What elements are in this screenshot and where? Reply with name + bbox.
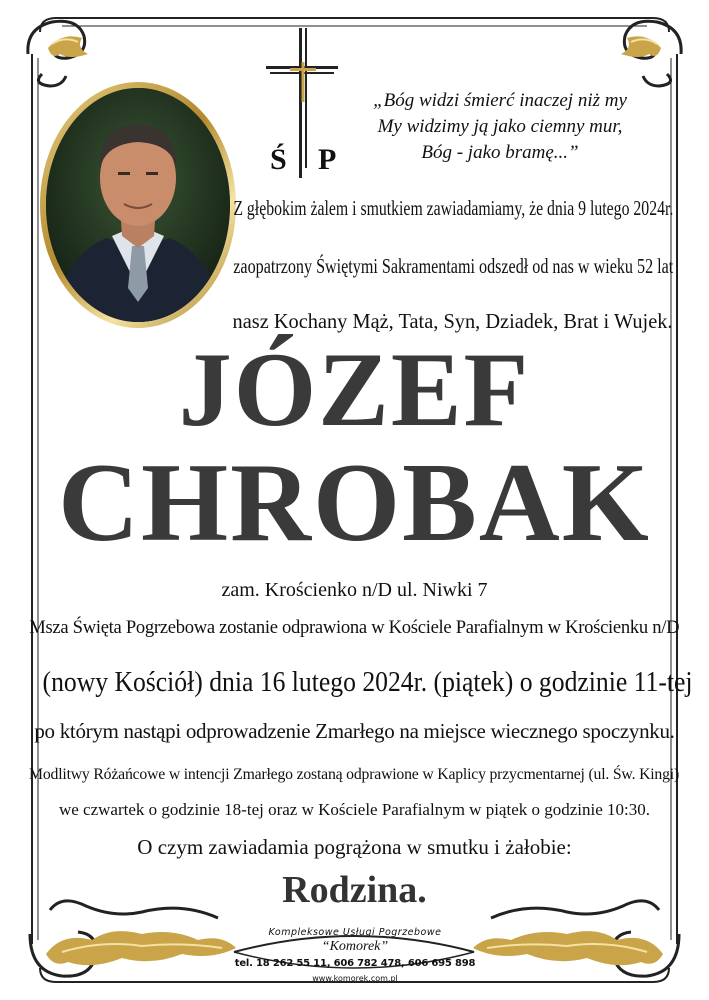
- announcement-line-3: nasz Kochany Mąż, Tata, Syn, Dziadek, Brat i Wujek.: [233, 309, 673, 333]
- address: zam. Krościenko n/D ul. Niwki 7: [221, 579, 488, 601]
- initial-s: Ś: [270, 143, 287, 176]
- funeral-line-6: O czym zawiadamia pogrążona w smutku i żałobie:: [137, 835, 572, 859]
- quote-line: Bóg - jako bramę...”: [421, 142, 579, 163]
- quote-line: My widzimy ją jako ciemny mur,: [377, 116, 623, 137]
- funeral-home-phones: tel. 18 262 55 11, 606 782 478, 606 695 898: [234, 958, 476, 969]
- funeral-line-1: Msza Święta Pogrzebowa zostanie odprawiona w Kościele Parafialnym w Krościenku n/D: [29, 617, 680, 638]
- funeral-home-website: www.komorek.com.pl: [312, 974, 398, 983]
- funeral-home-tagline: Kompleksowe Usługi Pogrzebowe: [268, 927, 442, 938]
- quote-line: „Bóg widzi śmierć inaczej niż my: [373, 90, 627, 111]
- funeral-line-5: we czwartek o godzinie 18-tej oraz w Kościele Parafialnym w piątek o godzinie 10:30.: [58, 800, 650, 819]
- funeral-line-4: Modlitwy Różańcowe w intencji Zmarłego zostaną odprawione w Kaplicy przycmentarnej (ul. Św. Kingi): [29, 766, 680, 783]
- initial-p: P: [318, 143, 337, 176]
- quote: [355, 88, 645, 166]
- funeral-line-3: po którym nastąpi odprowadzenie Zmarłego na miejsce wiecznego spoczynku.: [34, 719, 675, 743]
- portrait-frame: [40, 82, 236, 328]
- first-name: JÓZEF: [178, 331, 531, 448]
- announcement-line-1: Z głębokim żalem i smutkiem zawiadamiamy, że dnia 9 lutego 2024r.: [233, 196, 673, 220]
- funeral-line-2: (nowy Kościół) dnia 16 lutego 2024r. (piątek) o godzinie 11-tej: [42, 666, 693, 698]
- last-name: CHROBAK: [58, 441, 651, 565]
- signature: Rodzina.: [282, 869, 427, 911]
- funeral-home-name: “Komorek”: [321, 939, 389, 954]
- announcement-line-2: zaopatrzony Świętymi Sakramentami odszedł od nas w wieku 52 lat: [233, 254, 673, 278]
- portrait-photo: [46, 88, 230, 322]
